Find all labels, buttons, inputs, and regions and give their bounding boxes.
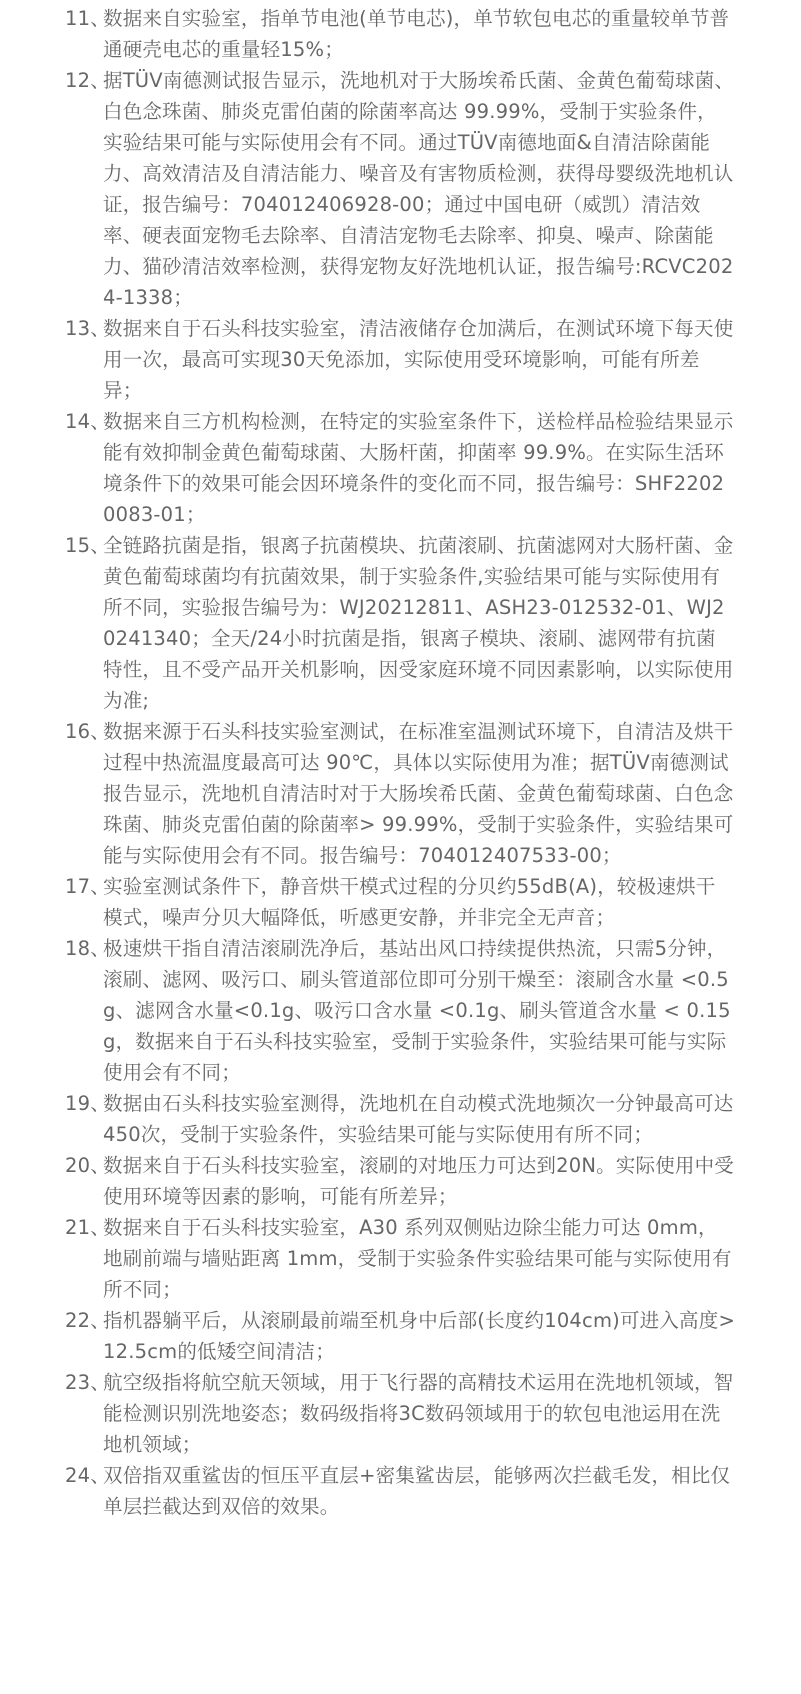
footnote-number: 16、 [65, 720, 110, 743]
footnote-number: 22、 [65, 1309, 110, 1332]
footnote-item [65, 313, 735, 406]
footnote-number: 21、 [65, 1216, 110, 1239]
footnote-text: 数据来自于石头科技实验室，A30 系列双侧贴边除尘能力可达 0mm，地刷前端与墙贴距离 1mm，受制于实验条件实验结果可能与实际使用有所不同； [103, 1216, 732, 1301]
footnote-text: 实验室测试条件下，静音烘干模式过程的分贝约55dB(A)，较极速烘干模式，噪声分贝大幅降低，听感更安静，并非完全无声音； [103, 875, 716, 929]
footnote-text: 数据来源于石头科技实验室测试，在标准室温测试环境下，自清洁及烘干过程中热流温度最高可达 90℃，具体以实际使用为准；据TÜV南德测试报告显示，洗地机自清洁时对于大肠埃希氏菌、金黄色葡萄球菌、白色念珠菌、肺炎克雷伯菌的除菌率> 99.99%，受制于实验条件，实验结果可能与实际使用会有不同。报告编号：704012407533-00； [103, 720, 734, 867]
footnote-number: 13、 [65, 317, 110, 340]
footnote-text: 数据来自于石头科技实验室，清洁液储存仓加满后，在测试环境下每天使用一次，最高可实现30天免添加，实际使用受环境影响，可能有所差异； [103, 317, 734, 402]
footnote-item [65, 530, 735, 716]
footnote-number: 14、 [65, 410, 110, 433]
footnote-item [65, 3, 735, 65]
footnote-text: 指机器躺平后，从滚刷最前端至机身中后部(长度约104cm)可进入高度>12.5cm的低矮空间清洁； [103, 1309, 735, 1363]
footnote-number: 20、 [65, 1154, 110, 1177]
footnote-text: 据TÜV南德测试报告显示，洗地机对于大肠埃希氏菌、金黄色葡萄球菌、白色念珠菌、肺炎克雷伯菌的除菌率高达 99.99%，受制于实验条件，实验结果可能与实际使用会有不同。通过TÜV南德地面&自清洁除菌能力、高效清洁及自清洁能力、噪音及有害物质检测，获得母婴级洗地机认证，报告编号：704012406928-00；通过中国电研（威凯）清洁效率、硬表面宠物毛去除率、自清洁宠物毛去除率、抑臭、噪声、除菌能力、猫砂清洁效率检测，获得宠物友好洗地机认证，报告编号:RCVC2024-1338； [103, 69, 735, 309]
footnote-item [65, 1305, 735, 1367]
footnote-text: 数据来自三方机构检测，在特定的实验室条件下，送检样品检验结果显示能有效抑制金黄色葡萄球菌、大肠杆菌，抑菌率 99.9%。在实际生活环境条件下的效果可能会因环境条件的变化而不同，报告编号：SHF22020083-01； [103, 410, 734, 526]
footnote-number: 19、 [65, 1092, 110, 1115]
footnote-text: 数据由石头科技实验室测得，洗地机在自动模式洗地频次一分钟最高可达450次，受制于实验条件，实验结果可能与实际使用有所不同； [103, 1092, 734, 1146]
footnote-text: 数据来自于石头科技实验室，滚刷的对地压力可达到20N。实际使用中受使用环境等因素的影响，可能有所差异； [103, 1154, 735, 1208]
footnote-item [65, 65, 735, 313]
footnote-item [65, 1212, 735, 1305]
footnote-item [65, 406, 735, 530]
footnote-number: 23、 [65, 1371, 110, 1394]
footnote-item [65, 716, 735, 871]
footnote-number: 17、 [65, 875, 110, 898]
footnote-text: 双倍指双重鲨齿的恒压平直层+密集鲨齿层，能够两次拦截毛发，相比仅单层拦截达到双倍的效果。 [103, 1464, 731, 1518]
footnote-item [65, 1367, 735, 1460]
footnote-item [65, 933, 735, 1088]
footnote-text: 极速烘干指自清洁滚刷洗净后，基站出风口持续提供热流，只需5分钟，滚刷、滤网、吸污口、刷头管道部位即可分别干燥至：滚刷含水量 <0.5g、滤网含水量<0.1g、吸污口含水量 <0.1g、刷头管道含水量 < 0.15g，数据来自于石头科技实验室，受制于实验条件，实验结果可能与实际使用会有不同； [103, 937, 731, 1084]
footnote-text: 全链路抗菌是指，银离子抗菌模块、抗菌滚刷、抗菌滤网对大肠杆菌、金黄色葡萄球菌均有抗菌效果，制于实验条件,实验结果可能与实际使用有所不同，实验报告编号为：WJ20212811、ASH23-012532-01、WJ20241340；全天/24小时抗菌是指，银离子模块、滚刷、滤网带有抗菌特性，且不受产品开关机影响，因受家庭环境不同因素影响，以实际使用为准; [103, 534, 734, 712]
footnote-list [65, 3, 735, 1522]
footnote-item [65, 871, 735, 933]
footnote-number: 15、 [65, 534, 110, 557]
footnote-number: 11、 [65, 7, 110, 30]
footnote-text: 数据来自实验室，指单节电池(单节电芯)，单节软包电芯的重量较单节普通硬壳电芯的重量轻15%； [103, 7, 730, 61]
footnote-item [65, 1088, 735, 1150]
footnote-number: 24、 [65, 1464, 110, 1487]
footnote-text: 航空级指将航空航天领域，用于飞行器的高精技术运用在洗地机领域，智能检测识别洗地姿态；数码级指将3C数码领域用于的软包电池运用在洗地机领域； [103, 1371, 734, 1456]
footnote-number: 12、 [65, 69, 110, 92]
footnote-item [65, 1150, 735, 1212]
footnote-item [65, 1460, 735, 1522]
footnote-number: 18、 [65, 937, 110, 960]
